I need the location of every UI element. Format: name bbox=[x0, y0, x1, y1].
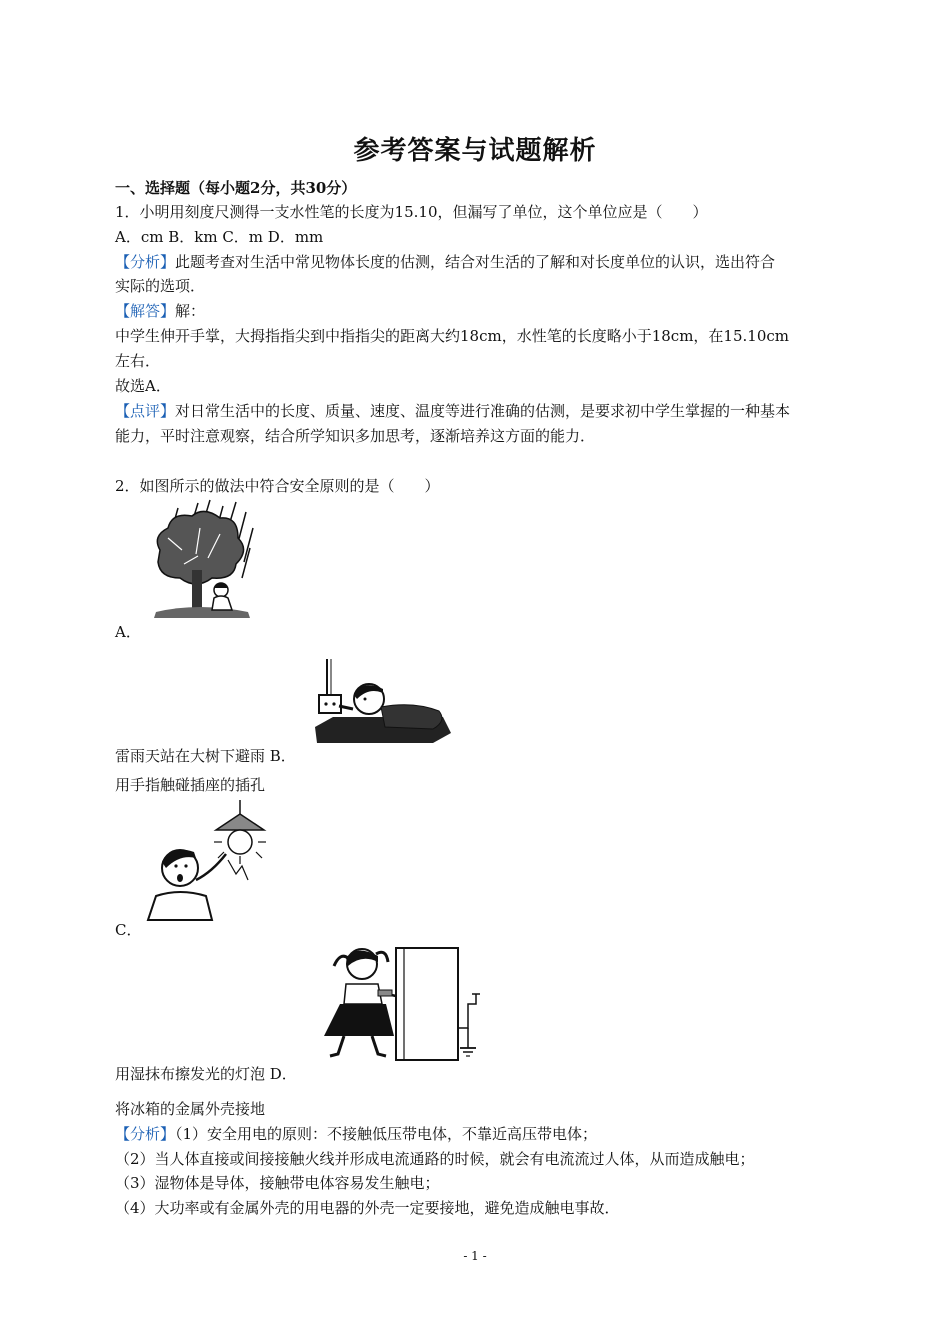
figure-tree-rain bbox=[138, 498, 263, 623]
q1-analysis bbox=[115, 252, 775, 272]
q2-option-d-text: 将冰箱的金属外壳接地 bbox=[115, 1100, 266, 1118]
figure-socket bbox=[313, 657, 453, 747]
analysis-tag: 【分析】 bbox=[115, 1125, 176, 1143]
analysis-tag: 【分析】 bbox=[115, 253, 176, 271]
q2-option-c-label: C． bbox=[115, 921, 142, 939]
q2-analysis-line4: （4）大功率或有金属外壳的用电器的外壳一定要接地，避免造成触电事故． bbox=[115, 1199, 620, 1217]
q2-analysis-line2: （2）当人体直接或间接接触火线并形成电流通路的时候，就会有电流流过人体，从而造成触电； bbox=[115, 1150, 755, 1168]
figure-light-bulb bbox=[140, 800, 275, 922]
comment-tag: 【点评】 bbox=[115, 402, 176, 420]
comment-text: 对日常生活中的长度、质量、速度、温度等进行准确的估测，是要求初中学生掌握的一种基本 bbox=[175, 402, 791, 420]
q2-option-b-text: 用手指触碰插座的插孔 bbox=[115, 776, 266, 794]
page-title: 参考答案与试题解析 bbox=[353, 136, 597, 166]
q2-option-a-label: A． bbox=[115, 623, 141, 641]
q1-comment-cont: 能力，平时注意观察，结合所学知识多加思考，逐渐培养这方面的能力． bbox=[115, 427, 596, 445]
q1-analysis-cont: 实际的选项． bbox=[115, 277, 206, 295]
q1-options: A．cm B．km C．m D．mm bbox=[115, 228, 324, 246]
q1-answer-line2: 左右． bbox=[115, 352, 161, 370]
q2-option-c-text: 用湿抹布擦发光的灯泡 D． bbox=[115, 1065, 297, 1083]
q1-answer-line3: 故选A． bbox=[115, 377, 171, 395]
q2-stem: 2．如图所示的做法中符合安全原则的是（ ） bbox=[115, 477, 440, 495]
q2-analysis bbox=[115, 1124, 597, 1144]
q2-option-a-text: 雷雨天站在大树下避雨 B． bbox=[115, 747, 296, 765]
q1-answer-line1: 中学生伸开手掌，大拇指指尖到中指指尖的距离大约18cm，水性笔的长度略小于18cm，在15.10cm bbox=[115, 327, 789, 345]
q1-answer bbox=[115, 301, 205, 321]
figure-fridge-ground bbox=[316, 944, 488, 1066]
analysis-text: （1）安全用电的原则：不接触低压带电体，不靠近高压带电体； bbox=[175, 1125, 598, 1143]
section-heading: 一、选择题（每小题2分，共30分） bbox=[115, 179, 357, 197]
answer-head: 解： bbox=[175, 302, 206, 320]
analysis-text: 此题考查对生活中常见物体长度的估测，结合对生活的了解和对长度单位的认识，选出符合 bbox=[175, 253, 776, 271]
q1-stem: 1．小明用刻度尺测得一支水性笔的长度为15.10，但漏写了单位，这个单位应是（ ） bbox=[115, 203, 708, 221]
q1-comment bbox=[115, 401, 790, 421]
answer-tag: 【解答】 bbox=[115, 302, 176, 320]
page-number: - 1 - bbox=[463, 1249, 487, 1263]
q2-analysis-line3: （3）湿物体是导体，接触带电体容易发生触电； bbox=[115, 1174, 440, 1192]
